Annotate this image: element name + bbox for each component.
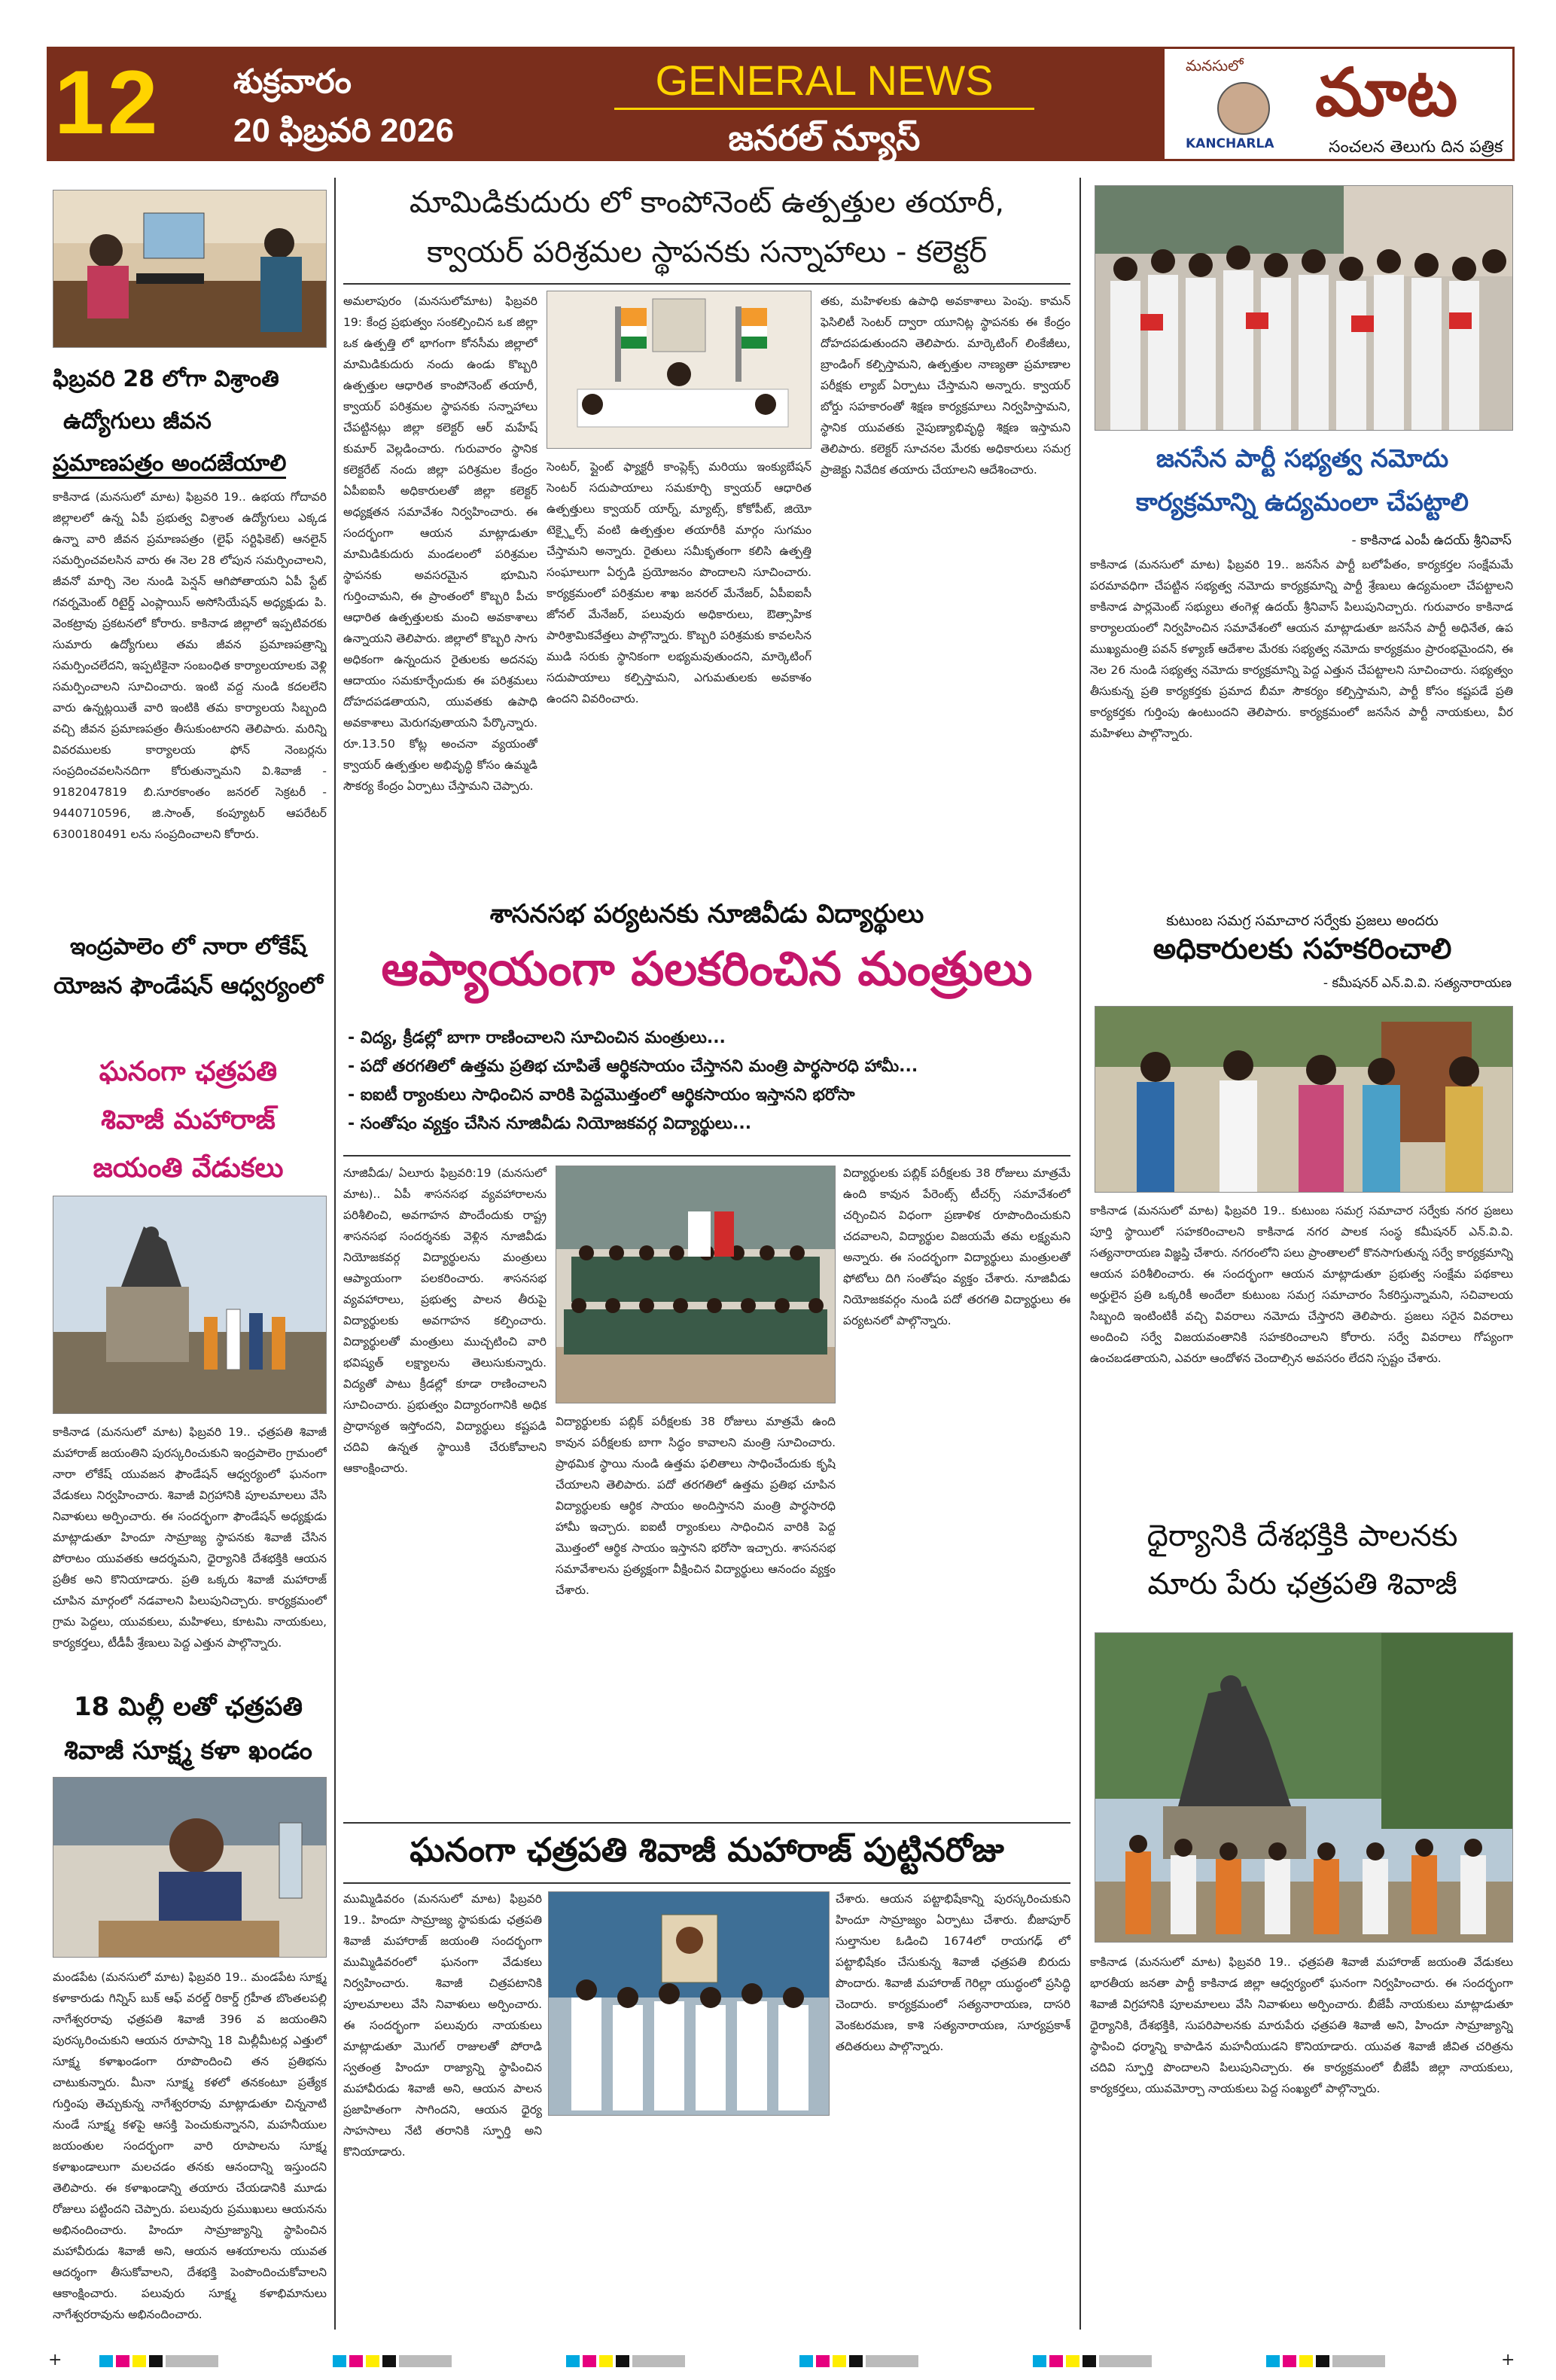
subheadline-assembly-visit: శాసనసభ పర్యటనకు నూజివీడు విద్యార్థులు [489, 899, 924, 929]
photo-shivaji-portrait-garland [548, 1891, 830, 2116]
color-swatch [1083, 2355, 1096, 2367]
story-shivaji-bjp: కాకినాడ (మనసులో మాట) ఫిబ్రవరి 19.. ఛత్రపతి శివాజీ మహారాజ్ జయంతి వేడుకలు భారతీయ జనతా పార్టీ కాకినాడ జిల్లా ఆధ్వర్యంలో ఘనంగా నిర్వహించారు. ఈ సందర్భంగా శివాజీ విగ్రహానికి పూలమాలలు వేసి నివాళులు అర్పించారు. బీజేపీ నాయకులు మాట్లాడుతూ ధైర్యానికి, దేశభక్తికి, సుపరిపాలనకు మారుపేరు ఛత్రపతి శివాజీ అని, హిందూ సామ్రాజ్యాన్ని స్థాపించి ధర్మాన్ని కాపాడిన మహనీయుడని కొనియాడారు. యువత శివాజీ జీవిత చరిత్రను చదివి స్ఫూర్తి పొందాలని పిలుపునిచ్చారు. ఈ కార్యక్రమంలో బీజేపీ జిల్లా నాయకులు, కార్యకర్తలు, యువమోర్చా నాయకులు పెద్ద సంఖ్యలో పాల్గొన్నారు. [1090, 1955, 1513, 2095]
column-rule-left [334, 178, 336, 2330]
color-swatch [599, 2355, 613, 2367]
color-swatch [1299, 2355, 1313, 2367]
logo-small-text: మనసులో [1186, 56, 1244, 75]
story-students-right: విద్యార్థులకు పబ్లిక్ పరీక్షలకు 38 రోజులు మాత్రమే ఉంది కావున పేరెంట్స్ టీచర్స్ సమావేశంలో చర్చించిన విధంగా ప్రణాళిక రూపొందించుకుని చదవాలని, విద్యార్థుల విజయమే తమ లక్ష్యమని అన్నారు. ఈ సందర్భంగా విద్యార్థులు మంత్రులతో ఫోటోలు దిగి సంతోషం వ్యక్తం చేశారు. నూజివీడు నియోజకవర్గం నుండి పదో తరగతి విద్యార్థులు ఈ పర్యటనలో పాల్గొన్నారు. [843, 1166, 1070, 1327]
headline-line: మామిడికుదురు లో కాంపోనెంట్ ఉత్పత్తుల తయారీ, [409, 185, 1005, 220]
story-coir-right: తకు, మహిళలకు ఉపాధి అవకాశాలు పెంపు. కామన్ ఫెసిలిటీ సెంటర్ ద్వారా యూనిట్ల స్థాపనకు ఈ కేంద్రం దోహదపడుతుందని తెలిపారు. మార్కెటింగ్ లింకేజీలు, బ్రాండింగ్ కల్పిస్తామని, ఉత్పత్తుల నాణ్యతా ప్రమాణాల పరీక్షకు ల్యాబ్ ఏర్పాటు చేస్తామని అన్నారు. క్వాయర్ బోర్డు సహకారంతో శిక్షణ కార్యక్రమాలు నిర్వహిస్తామని, స్థానిక యువతకు నైపుణ్యాభివృద్ధి శిక్షణ ఇస్తామని తెలిపారు. కలెక్టర్ సూచనల మేరకు అధికారులు సమగ్ర ప్రాజెక్టు నివేదిక తయారు చేయాలని ఆదేశించారు. [821, 294, 1070, 477]
headline-line: కార్యక్రమాన్ని ఉద్యమంలా చేపట్టాలి [1136, 487, 1469, 517]
headline-ministers-greet: ఆప్యాయంగా పలకరించిన మంత్రులు [381, 941, 1033, 996]
color-swatch [816, 2355, 830, 2367]
section-title-en: GENERAL NEWS [614, 56, 1034, 110]
color-swatch [849, 2355, 863, 2367]
headline-line: 18 మిల్లీ లతో ఛత్రపతి [73, 1692, 303, 1722]
color-swatch [382, 2355, 396, 2367]
headline-pensioners [53, 358, 324, 485]
headline-line: ఫిబ్రవరి 28 లోగా విశ్రాంతి [53, 366, 279, 392]
logo-tagline: సంచలన తెలుగు దిన పత్రిక [1329, 138, 1503, 157]
story-shivaji-birthday-right: చేశారు. ఆయన పట్టాభిషేకాన్ని పురస్కరించుకుని హిందూ సామ్రాజ్యం ఏర్పాటు చేశారు. బీజాపూర్ సుల్తానుల ఓడించి 1674లో రాయగఢ్ లో పట్టాభిషేకం చేసుకున్న శివాజీ ఛత్రపతి బిరుదు పొందారు. శివాజీ మహారాజ్ గెరిల్లా యుద్ధంలో ప్రసిద్ధి చెందారు. కార్యక్రమంలో సత్యనారాయణ, దాసరి వెంకటరమణ, కాశి సత్యనారాయణ, సూర్యప్రకాశ్ తదితరులు పాల్గొన్నారు. [836, 1892, 1070, 2053]
divider [343, 283, 1070, 285]
headline-line: జయంతి వేడుకలు [93, 1153, 284, 1184]
section-title-te: జనరల్ న్యూస్ [728, 118, 921, 157]
headline-line: ఘనంగా ఛత్రపతి [99, 1056, 278, 1087]
credit-commissioner: - కమీషనర్ ఎన్.వి.వి. సత్యనారాయణ [1323, 976, 1512, 991]
headline-line: ప్రమాణపత్రం అందజేయాలి [53, 450, 286, 479]
color-swatch [1099, 2355, 1152, 2367]
story-students-mid: విద్యార్థులకు పబ్లిక్ పరీక్షలకు 38 రోజులు మాత్రమే ఉంది కావున పరీక్షలకు బాగా సిద్ధం కావాలని మంత్రి సూచించారు. ప్రాథమిక స్థాయి నుండి ఉత్తమ ఫలితాలు సాధించేందుకు కృషి చేయాలని తెలిపారు. పదో తరగతిలో ఉత్తమ ప్రతిభ చూపిన విద్యార్థులకు ఆర్థిక సాయం అందిస్తానని మంత్రి పార్థసారధి హామీ ఇచ్చారు. ఐఐటీ ర్యాంకులు సాధించిన వారికి పెద్ద మొత్తంలో ఆర్థిక సాయం ఇస్తానని భరోసా ఇచ్చారు. శాసనసభ సమావేశాలను ప్రత్యక్షంగా వీక్షించిన విద్యార్థులు ఆనందం వ్యక్తం చేశారు. [556, 1415, 836, 1597]
divider [343, 1155, 1070, 1156]
color-swatch [1033, 2355, 1046, 2367]
story-shivaji-birthday-left: ముమ్మిడివరం (మనసులో మాట) ఫిబ్రవరి 19.. హిందూ సామ్రాజ్య స్థాపకుడు ఛత్రపతి శివాజీ మహారాజ్ జయంతి సందర్భంగా ముమ్మిడివరంలో ఘనంగా వేడుకలు నిర్వహించారు. శివాజీ చిత్రపటానికి పూలమాలలు వేసి నివాళులు అర్పించారు. ఈ సందర్భంగా పలువురు నాయకులు మాట్లాడుతూ మొగల్ రాజులతో పోరాడి స్వతంత్ర హిందూ రాజ్యాన్ని స్థాపించిన మహావీరుడు శివాజీ అని, ఆయన పాలన ప్రజాహితంగా సాగిందని, ఆయన ధైర్య సాహసాలు నేటి తరానికి స్ఫూర్తి అని కొనియాడారు. [343, 1892, 542, 2159]
color-swatch [349, 2355, 363, 2367]
color-swatch [333, 2355, 346, 2367]
page-number: 12 [54, 52, 161, 153]
headline-line: ఇంద్రపాలెం లో నారా లోకేష్ [69, 934, 307, 960]
crosshair-icon: + [1501, 2351, 1515, 2369]
color-swatch [149, 2355, 163, 2367]
photo-students-assembly [556, 1166, 836, 1403]
headline-line: శివాజీ సూక్ష్మ కళా ఖండం [64, 1735, 312, 1766]
photo-collector-meeting [547, 291, 811, 449]
issue-day: శుక్రవారం [233, 63, 352, 100]
bullet-item: - ఐఐటీ ర్యాంకులు సాధించిన వారికి పెద్దమొత్తంలో ఆర్థికసాయం ఇస్తానని భరోసా [348, 1086, 855, 1105]
story-janasena: కాకినాడ (మనసులో మాట) ఫిబ్రవరి 19.. జనసేన పార్టీ బలోపేతం, కార్యకర్తల సంక్షేమమే పరమావధిగా చేపట్టిన సభ్యత్వ నమోదు కార్యక్రమాన్ని పార్టీ శ్రేణులు ఉద్యమంలా చేపట్టాలని కాకినాడ పార్లమెంట్ సభ్యులు తంగెళ్ల ఉదయ్ శ్రీనివాస్ పిలుపునిచ్చారు. గురువారం కాకినాడ కార్యాలయంలో నిర్వహించిన సమావేశంలో ఆయన మాట్లాడుతూ జనసేన పార్టీ అధినేత, ఉప ముఖ్యమంత్రి పవన్ కళ్యాణ్ ఆదేశాల మేరకు సభ్యత్వ నమోదు కార్యక్రమం ప్రారంభమైందని, ఈ నెల 26 నుండి సభ్యత్వ నమోదు కార్యక్రమాన్ని పెద్ద ఎత్తున చేపట్టాలని సూచించారు. సభ్యత్వం తీసుకున్న ప్రతి కార్యకర్తకు ప్రమాద బీమా సౌకర్యం కల్పిస్తామని, పార్టీ కోసం కష్టపడే ప్రతి కార్యకర్తకు గుర్తింపు ఉంటుందని తెలిపారు. కార్యక్రమంలో జనసేన పార్టీ నాయకులు, వీర మహిళలు పాల్గొన్నారు. [1090, 558, 1513, 740]
color-swatch [799, 2355, 813, 2367]
logo-kancharla: KANCHARLA [1186, 136, 1274, 151]
headline-survey: అధికారులకు సహకరించాలి [1153, 932, 1452, 965]
date-box [233, 63, 454, 158]
headline-micro-art [48, 1685, 328, 1772]
story-micro-art: మండపేట (మనసులో మాట) ఫిబ్రవరి 19.. మండపేట సూక్ష్మ కళాకారుడు గిన్నిస్ బుక్ ఆఫ్ వరల్డ్ రికార్డ్ గ్రహీత బొంతలపల్లి నాగేశ్వరరావు ఛత్రపతి శివాజీ 396 వ జయంతిని పురస్కరించుకుని ఆయన రూపాన్ని 18 మిల్లీమీటర్ల ఎత్తులో సూక్ష్మ కళాఖండంగా రూపొందించి తన ప్రతిభను చాటుకున్నారు. మీనా సూక్ష్మ కళలో తనకంటూ ప్రత్యేక గుర్తింపు తెచ్చుకున్న నాగేశ్వరరావు మాట్లాడుతూ చిన్ననాటి నుండే సూక్ష్మ కళపై ఆసక్తి పెంచుకున్నానని, మహనీయుల జయంతుల సందర్భంగా వారి రూపాలను సూక్ష్మ కళాఖండాలుగా మలచడం తనకు ఆనందాన్ని ఇస్తుందని తెలిపారు. ఈ కళాఖండాన్ని తయారు చేయడానికి మూడు రోజులు పట్టిందని చెప్పారు. పలువురు ప్రముఖులు ఆయనను అభినందించారు. హిందూ సామ్రాజ్యాన్ని స్థాపించిన మహావీరుడు శివాజీ అని, ఆయన ఆశయాలను యువత ఆదర్శంగా తీసుకోవాలని, దేశభక్తి పెంపొందించుకోవాలని ఆకాంక్షించారు. పలువురు సూక్ష్మ కళాభిమానులు నాగేశ్వరరావును అభినందించారు. [53, 1970, 327, 2321]
color-swatch [1266, 2355, 1280, 2367]
color-swatch [583, 2355, 596, 2367]
story-shivaji-jayanti: కాకినాడ (మనసులో మాట) ఫిబ్రవరి 19.. ఛత్రపతి శివాజీ మహారాజ్ జయంతిని పురస్కరించుకుని ఇంద్రపాలెం గ్రామంలో నారా లోకేష్ యువజన ఫౌండేషన్ ఆధ్వర్యంలో ఘనంగా వేడుకలు నిర్వహించారు. శివాజీ విగ్రహానికి పూలమాలలు వేసి నివాళులు అర్పించారు. ఈ సందర్భంగా ఫౌండేషన్ అధ్యక్షుడు మాట్లాడుతూ హిందూ సామ్రాజ్య స్థాపనకు శివాజీ చేసిన పోరాటం యువతకు ఆదర్శమని, ధైర్యానికి దేశభక్తికి ఆయన ప్రతీక అని కొనియాడారు. ప్రతి ఒక్కరు శివాజీ మహారాజ్ చూపిన మార్గంలో నడవాలని పిలుపునిచ్చారు. కార్యక్రమంలో గ్రామ పెద్దలు, యువకులు, మహిళలు, కూటమి నాయకులు, కార్యకర్తలు, టీడీపీ శ్రేణులు పెద్ద ఎత్తున పాల్గొన్నారు. [53, 1425, 327, 1650]
photo-janasena-membership [1095, 185, 1513, 431]
color-swatch [1066, 2355, 1079, 2367]
story-pensioners: కాకినాడ (మనసులో మాట) ఫిబ్రవరి 19.. ఉభయ గోదావరి జిల్లాలలో ఉన్న ఏపీ ప్రభుత్వ విశ్రాంత ఉద్యోగులు ఎక్కడ ఉన్నా వారి జీవన ప్రమాణపత్రం (లైఫ్ సర్టిఫికెట్) ఆనలైన్ సమర్పించవలసిన వారు ఈ నెల 28 లోపున సమర్పించాలని, జీవనో మార్చి నెల నుండి పెన్షన్ ఆగిపోతాయని ఏపీ స్టేట్ గవర్నమెంట్ రిటైర్డ్ ఎంప్లాయిస్ అసోసియేషన్ అధ్యక్షుడు పి. వెంకట్రావు ప్రకటనలో కోరారు. కాకినాడ జిల్లాలో ఇప్పటివరకు సుమారు ఉద్యోగులు తమ జీవన ప్రమాణపత్రాన్ని సమర్పించలేదని, ఇప్పటికైనా సంబంధిత కార్యాలయాలకు వెళ్లి సమర్పించాలని సూచించారు. ఇంటి వద్ద నుండి కదలలేని వారు ఉన్నట్లయితే వారి ఇంటికి తమ కార్యాలయ సిబ్బంది వచ్చి జీవన ప్రమాణపత్రం తీసుకుంటారని తెలిపారు. మరిన్ని వివరములకు కార్యాలయ ఫోన్ నెంబర్లను సంప్రదించవలసినదిగా కోరుతున్నామని వి.శివాజీ - 9182047819 బి.సూరకాంతం జనరల్ సెక్రటరీ - 9440710596, జి.సాంత్, కంప్యూటర్ ఆపరేటర్ 6300180491 లను సంప్రదించాలని కోరారు. [53, 490, 327, 841]
color-swatch [166, 2355, 218, 2367]
headline-line: శివాజీ మహారాజ్ [101, 1105, 276, 1135]
headline-line: జనసేన పార్టీ సభ్యత్వ నమోదు [1156, 443, 1449, 473]
photo-pensioner-office [53, 190, 327, 348]
credit-mp: - కాకినాడ ఎంపీ ఉదయ్ శ్రీనివాస్ [1351, 533, 1512, 548]
subheadline-survey: కుటుంబ సమగ్ర సమాచార సర్వేకు ప్రజలు అందరు [1166, 913, 1439, 929]
crosshair-icon: + [48, 2351, 62, 2369]
photo-commissioner-survey [1095, 1006, 1513, 1193]
photo-micro-artist [53, 1777, 327, 1958]
headline-line: మారు పేరు ఛత్రపతి శివాజీ [1147, 1567, 1457, 1601]
headline-line: యోజన ఫౌండేషన్ ఆధ్వర్యంలో [53, 973, 323, 999]
color-swatch [1316, 2355, 1329, 2367]
color-swatch [1049, 2355, 1063, 2367]
story-students-left: నూజివీడు/ ఏలూరు ఫిబ్రవరి:19 (మనసులో మాట).. ఏపీ శాసనసభ వ్యవహారాలను పరిశీలించి, అవగాహన పొందేందుకు రాష్ట్ర శాసనసభ సందర్శనకు వెళ్లిన నూజివీడు నియోజకవర్గ విద్యార్థులను మంత్రులు ఆప్యాయంగా పలకరించారు. శాసనసభ వ్యవహారాలు, ప్రభుత్వ పాలన తీరుపై విద్యార్థులకు అవగాహన కల్పించారు. విద్యార్థులతో మంత్రులు ముచ్చటించి వారి భవిష్యత్ లక్ష్యాలను తెలుసుకున్నారు. విద్యతో పాటు క్రీడల్లో కూడా రాణించాలని సూచించారు. ప్రభుత్వం విద్యారంగానికి అధిక ప్రాధాన్యత ఇస్తోందని, విద్యార్థులు కష్టపడి చదివి ఉన్నత స్థాయికి చేరుకోవాలని ఆకాంక్షించారు. [343, 1166, 547, 1475]
color-swatch [399, 2355, 452, 2367]
divider [343, 1882, 1070, 1884]
headline-shivaji-jayanti [48, 1048, 328, 1193]
color-swatch [616, 2355, 629, 2367]
headline-shivaji-birthday: ఘనంగా ఛత్రపతి శివాజీ మహారాజ్ పుట్టినరోజు [410, 1831, 1004, 1870]
color-swatch [1332, 2355, 1385, 2367]
registration-marks [47, 2351, 1515, 2370]
issue-date: 20 ఫిబ్రవరి 2026 [233, 112, 454, 149]
color-swatch [566, 2355, 580, 2367]
color-swatch [116, 2355, 129, 2367]
newspaper-logo[interactable] [1162, 47, 1515, 161]
section-title [614, 56, 1034, 167]
headline-line: క్వాయర్ పరిశ్రమల స్థాపనకు సన్నాహాలు - కలెక్టర్ [427, 235, 987, 270]
color-swatch [99, 2355, 113, 2367]
bullet-item: - పదో తరగతిలో ఉత్తమ ప్రతిభ చూపితే ఆర్థికసాయం చేస్తానని మంత్రి పార్థసారధి హామీ... [348, 1057, 918, 1076]
headline-shivaji-bjp [1090, 1512, 1515, 1608]
color-swatch [833, 2355, 846, 2367]
bullet-item: - విద్య, క్రీడల్లో బాగా రాణించాలని సూచించిన మంత్రులు... [348, 1028, 726, 1047]
bullet-list [348, 1024, 1070, 1138]
photo-shivaji-statue-bjp [1095, 1632, 1513, 1943]
color-swatch [132, 2355, 146, 2367]
headline-line: ఉద్యోగులు జీవన [63, 408, 212, 434]
headline-janasena [1090, 437, 1515, 524]
headline-line: ధైర్యానికి దేశభక్తికి పాలనకు [1146, 1519, 1458, 1553]
color-swatch [866, 2355, 918, 2367]
color-swatch [632, 2355, 685, 2367]
founder-portrait-icon [1217, 82, 1270, 135]
story-survey: కాకినాడ (మనసులో మాట) ఫిబ్రవరి 19.. కుటుంబ సమగ్ర సమాచార సర్వేకు నగర ప్రజలు పూర్తి స్థాయిలో సహకరించాలని కాకినాడ నగర పాలక సంస్థ కమీషనర్ ఎన్.వి.వి. సత్యనారాయణ విజ్ఞప్తి చేశారు. నగరంలోని పలు ప్రాంతాలలో కొనసాగుతున్న సర్వే కార్యక్రమాన్ని ఆయన పరిశీలించారు. ఈ సందర్భంగా ఆయన మాట్లాడుతూ ప్రభుత్వ సంక్షేమ పథకాలు అర్హులైన ప్రతి ఒక్కరికీ అందేలా కుటుంబ సమగ్ర సమాచారం సేకరిస్తున్నామని, సచివాలయ సిబ్బంది ఇంటింటికీ వచ్చి వివరాలు నమోదు చేస్తారని తెలిపారు. ప్రజలు సరైన వివరాలు అందించి సర్వే విజయవంతానికి సహకరించాలని కోరారు. సర్వే వివరాలు గోప్యంగా ఉంచబడతాయని, ఎవరూ ఆందోళన చెందాల్సిన అవసరం లేదని స్పష్టం చేశారు. [1090, 1204, 1513, 1365]
divider [343, 1822, 1070, 1824]
photo-shivaji-statue-indrapalem [53, 1196, 327, 1414]
column-rule-right [1079, 178, 1081, 2330]
logo-big-text: మాట [1315, 53, 1458, 131]
headline-lokesh-foundation [48, 928, 328, 1006]
headline-coir-industry [343, 178, 1070, 277]
color-swatch [366, 2355, 379, 2367]
story-coir-mid: సెంటర్, ప్లైంట్ ఫ్యాక్టరీ కాంప్లెక్స్ మరియు ఇంక్యుబేషన్ సెంటర్ సదుపాయాలు సమకూర్చి క్వాయర్ ఆధారిత ఉత్పత్తులు క్వాయర్ యార్న్, మ్యాట్స్, కోకోపీట్, జియో టెక్స్టైల్స్ వంటి ఉత్పత్తుల తయారీకి మార్గం సుగమం చేస్తామని అన్నారు. రైతులు సమీకృతంగా కలిసి ఉత్పత్తి సంఘాలుగా ఏర్పడి ప్రయోజనం పొందాలని సూచించారు. కార్యక్రమంలో పరిశ్రమల శాఖ జనరల్ మేనేజర్, ఏపీఐఐసీ జోనల్ మేనేజర్, పలువురు అధికారులు, ఔత్సాహిక పారిశ్రామికవేత్తలు పాల్గొన్నారు. కొబ్బరి పరిశ్రమకు కావలసిన ముడి సరుకు స్థానికంగా లభ్యమవుతుందని, మార్కెటింగ్ సదుపాయాలు కల్పిస్తామని, ఎగుమతులకు అవకాశం ఉందని వివరించారు. [547, 460, 811, 705]
color-swatch [1283, 2355, 1296, 2367]
masthead [47, 47, 1515, 161]
bullet-item: - సంతోషం వ్యక్తం చేసిన నూజివీడు నియోజకవర్గ విద్యార్థులు... [348, 1114, 752, 1133]
story-coir-left: అమలాపురం (మనసులోమాట) ఫిబ్రవరి 19: కేంద్ర ప్రభుత్వం సంకల్పించిన ఒక జిల్లా ఒక ఉత్పత్తి లో భాగంగా కోనసీమ జిల్లాలో మామిడికుదురు నందు ఉండు కొబ్బరి ఉత్పత్తుల ఆధారిత కాంపోనెంట్ తయారీ, క్వాయర్ పరిశ్రమల స్థాపనకు సన్నాహాలు చేపట్టినట్లు జిల్లా కలెక్టర్ ఆర్ మహేష్ కుమార్ వెల్లడించారు. గురువారం స్థానిక కలెక్టరేట్ నందు జిల్లా పరిశ్రమల కేంద్రం ఏపీఐఐసీ అధికారులతో జిల్లా కలెక్టర్ అధ్యక్షతన సమావేశం నిర్వహించారు. ఈ సందర్భంగా ఆయన మాట్లాడుతూ మామిడికుదురు మండలంలో పరిశ్రమల స్థాపనకు అవసరమైన భూమిని గుర్తించామని, ఈ ప్రాంతంలో కొబ్బరి పీచు ఆధారిత ఉత్పత్తులకు మంచి అవకాశాలు ఉన్నాయని తెలిపారు. జిల్లాలో కొబ్బరి సాగు అధికంగా ఉన్నందున రైతులకు అదనపు ఆదాయం సమకూర్చేందుకు ఈ పరిశ్రమలు దోహదపడతాయని, యువతకు ఉపాధి అవకాశాలు మెరుగవుతాయని పేర్కొన్నారు. రూ.13.50 కోట్ల అంచనా వ్యయంతో క్వాయర్ ఉత్పత్తుల అభివృద్ధి కోసం ఉమ్మడి సౌకర్య కేంద్రం ఏర్పాటు చేస్తామని చెప్పారు. [343, 294, 537, 793]
